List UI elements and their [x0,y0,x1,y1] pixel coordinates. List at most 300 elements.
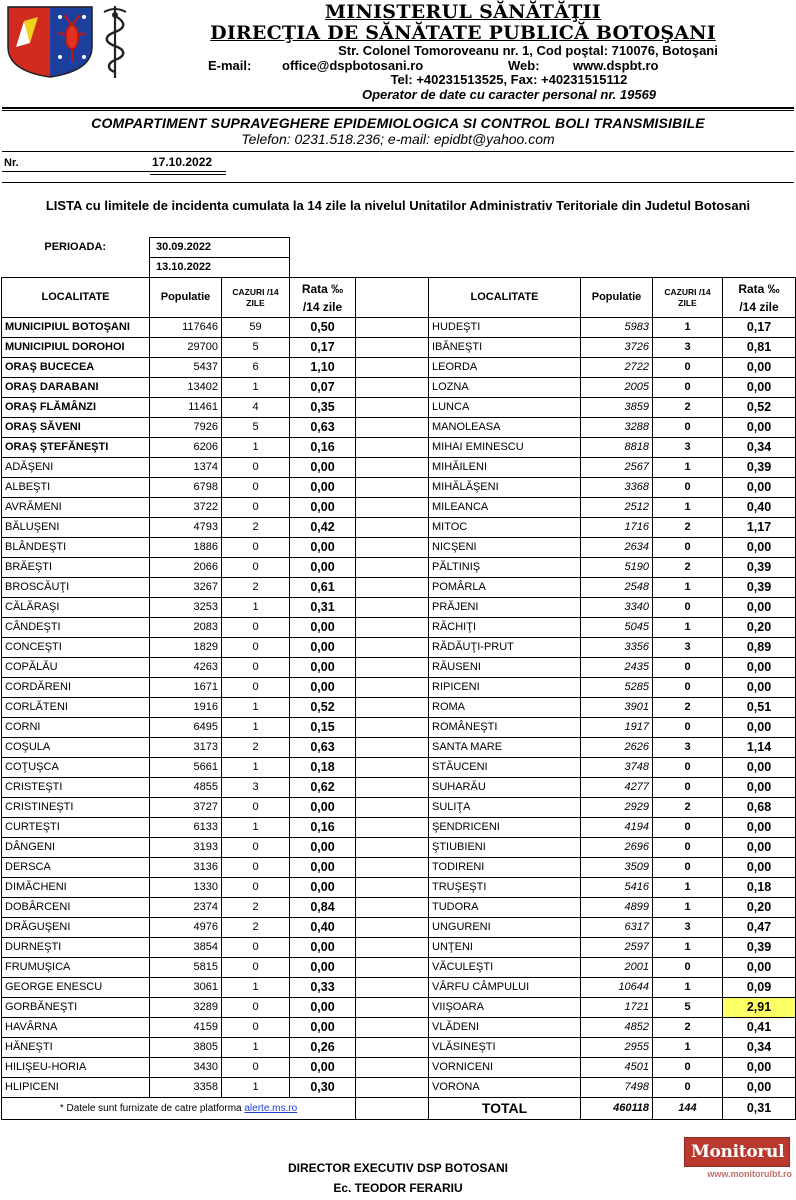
cases: 5 [222,418,290,438]
spacer-cell [356,718,429,738]
population: 3368 [581,478,653,498]
cases: 1 [653,878,723,898]
rate: 0,00 [723,778,796,798]
population: 5045 [581,618,653,638]
table-row [2,478,796,498]
cases: 0 [222,998,290,1018]
header-divider [2,107,794,109]
watermark-url: www.monitorulbt.ro [707,1169,792,1179]
rate: 0,17 [290,338,356,358]
cases: 2 [222,738,290,758]
cases: 0 [222,678,290,698]
source-note: * Datele sunt furnizate de catre platforma alerte.ms.ro [2,1098,356,1120]
rate: 0,30 [290,1078,356,1098]
email-label: E-mail: [208,57,252,73]
rate: 0,15 [290,718,356,738]
rate: 0,00 [723,858,796,878]
locality-name: ADĂŞENI [2,458,150,478]
rate: 0,00 [723,1078,796,1098]
locality-name: CRISTINEŞTI [2,798,150,818]
locality-name: DIMĂCHENI [2,878,150,898]
spacer-cell [356,858,429,878]
spacer-cell [356,658,429,678]
rate: 0,39 [723,458,796,478]
locality-name: ORAŞ SĂVENI [2,418,150,438]
watermark-box [684,1137,790,1167]
period-label: PERIOADA: [44,241,107,253]
population: 3509 [581,858,653,878]
locality-name: CÂNDEŞTI [2,618,150,638]
cases: 0 [222,1058,290,1078]
cases: 3 [653,638,723,658]
locality-name: IBĂNEŞTI [429,338,581,358]
cases: 4 [222,398,290,418]
locality-name: DURNEŞTI [2,938,150,958]
locality-name: SANTA MARE [429,738,581,758]
cases: 2 [222,578,290,598]
rate: 0,00 [290,998,356,1018]
population: 2722 [581,358,653,378]
rate: 0,34 [723,1038,796,1058]
cases: 1 [222,978,290,998]
population: 4855 [150,778,222,798]
date-underline [150,174,226,175]
rate: 0,68 [723,798,796,818]
locality-name: MILEANCA [429,498,581,518]
cases: 1 [222,718,290,738]
spacer-cell [356,338,429,358]
cases: 1 [222,698,290,718]
population: 3253 [150,598,222,618]
population: 2597 [581,938,653,958]
rate: 0,09 [723,978,796,998]
population: 2083 [150,618,222,638]
rate: 0,00 [723,718,796,738]
locality-name: DÂNGENI [2,838,150,858]
locality-name: HĂNEŞTI [2,1038,150,1058]
population: 4976 [150,918,222,938]
locality-name: PRĂJENI [429,598,581,618]
locality-name: TODIRENI [429,858,581,878]
locality-name: VORNICENI [429,1058,581,1078]
locality-name: CĂLĂRAŞI [2,598,150,618]
table-row [2,1038,796,1058]
cases: 0 [653,838,723,858]
nr-divider [2,182,794,183]
spacer-cell [356,518,429,538]
spacer-cell [356,798,429,818]
table-header [2,278,796,318]
rate: 0,63 [290,738,356,758]
rate: 0,00 [290,878,356,898]
letterhead [0,0,796,108]
cases: 1 [653,1038,723,1058]
table-row [2,818,796,838]
rate: 0,20 [723,898,796,918]
locality-name: MUNICIPIUL BOTOŞANI [2,318,150,338]
cases: 5 [222,338,290,358]
locality-name: ŞENDRICENI [429,818,581,838]
rate: 0,52 [723,398,796,418]
rate: 0,00 [723,418,796,438]
rate: 0,39 [723,938,796,958]
spacer-cell [356,558,429,578]
spacer-cell [356,758,429,778]
cases: 0 [653,478,723,498]
watermark [684,1137,792,1179]
locality-name: MANOLEASA [429,418,581,438]
spacer-cell [356,958,429,978]
cases: 0 [222,658,290,678]
rate: 0,42 [290,518,356,538]
spacer-cell [356,778,429,798]
period-to: 13.10.2022 [150,258,290,278]
total-label: TOTAL [429,1098,581,1120]
population: 5416 [581,878,653,898]
population: 6206 [150,438,222,458]
cases: 3 [653,338,723,358]
cases: 1 [222,1078,290,1098]
operator-note: Operator de date cu caracter personal nr. 19569 [361,86,657,102]
locality-name: VĂCULEŞTI [429,958,581,978]
table-row [2,838,796,858]
cases: 0 [222,538,290,558]
cases: 1 [222,378,290,398]
cases: 1 [222,1038,290,1058]
rate: 0,34 [723,438,796,458]
rate: 0,18 [290,758,356,778]
rate: 1,10 [290,358,356,378]
rate: 0,61 [290,578,356,598]
population: 1916 [150,698,222,718]
rate: 0,00 [290,638,356,658]
spacer-cell [356,918,429,938]
ministry-name: MINISTERUL SĂNĂTĂŢII [324,1,602,23]
locality-name: MIHĂLĂŞENI [429,478,581,498]
cases: 1 [222,598,290,618]
locality-name: BLÂNDEŞTI [2,538,150,558]
locality-name: RĂCHIŢI [429,618,581,638]
cases: 0 [653,538,723,558]
locality-name: STĂUCENI [429,758,581,778]
spacer-cell [356,358,429,378]
locality-name: RĂUSENI [429,658,581,678]
table-row [2,878,796,898]
locality-name: ORAŞ DARABANI [2,378,150,398]
table-row [2,458,796,478]
email-value: office@dspbotosani.ro [282,57,424,73]
table-row [2,918,796,938]
rate: 0,07 [290,378,356,398]
cases: 0 [653,378,723,398]
spacer-column [356,278,429,318]
cases: 2 [653,558,723,578]
locality-name: VÂRFU CÂMPULUI [429,978,581,998]
locality-name: ALBEŞTI [2,478,150,498]
population: 2374 [150,898,222,918]
spacer-cell [356,878,429,898]
population: 3340 [581,598,653,618]
population: 3358 [150,1078,222,1098]
population: 4263 [150,658,222,678]
table-row [2,738,796,758]
locality-name: HAVÂRNA [2,1018,150,1038]
population: 3805 [150,1038,222,1058]
population: 2001 [581,958,653,978]
cases: 0 [653,858,723,878]
letterhead-text [130,2,796,102]
locality-name: CORNI [2,718,150,738]
locality-name: AVRĂMENI [2,498,150,518]
rate: 0,00 [290,498,356,518]
locality-name: UNŢENI [429,938,581,958]
signature-title: DIRECTOR EXECUTIV DSP BOTOSANI [287,1161,509,1175]
incidence-table [1,237,796,1120]
phone: Tel: +40231513525, Fax: +40231515112 [390,72,628,87]
spacer-cell [356,618,429,638]
cases: 0 [222,1018,290,1038]
rate: 0,89 [723,638,796,658]
cases: 0 [222,878,290,898]
population: 2435 [581,658,653,678]
rate: 0,26 [290,1038,356,1058]
population: 2955 [581,1038,653,1058]
signature-name: Ec. TEODOR FERARIU [333,1181,463,1195]
locality-name: BĂLUŞENI [2,518,150,538]
cases: 0 [222,798,290,818]
cases: 3 [653,438,723,458]
header-cazuri: CAZURI /14 ZILE [222,278,290,318]
rate: 0,47 [723,918,796,938]
table-row [2,1018,796,1038]
cases: 0 [653,1058,723,1078]
population: 2512 [581,498,653,518]
cases: 2 [653,518,723,538]
total-population: 460118 [581,1098,653,1120]
cases: 2 [653,798,723,818]
rate: 0,00 [290,618,356,638]
population: 117646 [150,318,222,338]
locality-name: VIIŞOARA [429,998,581,1018]
spacer-cell [356,738,429,758]
table-row [2,558,796,578]
population: 7498 [581,1078,653,1098]
locality-name: RIPICENI [429,678,581,698]
nr-underline [2,171,226,172]
spacer-cell [356,438,429,458]
locality-name: ROMA [429,698,581,718]
population: 2696 [581,838,653,858]
table-row [2,898,796,918]
cases: 0 [222,458,290,478]
locality-name: CORDĂRENI [2,678,150,698]
header-rata-right: Rata ‰ /14 zile [723,278,796,318]
rate: 0,84 [290,898,356,918]
cases: 0 [653,778,723,798]
header-localitate-right: LOCALITATE [429,278,581,318]
period-from: 30.09.2022 [150,238,290,258]
rate: 0,00 [723,658,796,678]
rate: 0,62 [290,778,356,798]
spacer-cell [356,318,429,338]
rate: 0,00 [290,678,356,698]
population: 4852 [581,1018,653,1038]
population: 1917 [581,718,653,738]
locality-name: NICŞENI [429,538,581,558]
locality-name: COPĂLĂU [2,658,150,678]
cases: 1 [653,938,723,958]
locality-name: CORLĂTENI [2,698,150,718]
contact-line [130,59,796,74]
spacer-cell [356,458,429,478]
population: 4501 [581,1058,653,1078]
cases: 0 [222,478,290,498]
cases: 0 [653,678,723,698]
locality-name: MUNICIPIUL DOROHOI [2,338,150,358]
web-label: Web: [508,57,540,73]
population: 5437 [150,358,222,378]
cases: 1 [653,618,723,638]
population: 4793 [150,518,222,538]
table-row [2,498,796,518]
population: 3722 [150,498,222,518]
period-row-2 [2,258,796,278]
table-row [2,518,796,538]
header-cazuri-right: CAZURI /14 ZILE [653,278,723,318]
population: 3859 [581,398,653,418]
rate: 0,00 [290,938,356,958]
rate: 0,52 [290,698,356,718]
locality-name: COŞULA [2,738,150,758]
rate: 0,00 [723,958,796,978]
population: 2066 [150,558,222,578]
population: 3061 [150,978,222,998]
population: 6798 [150,478,222,498]
population: 1721 [581,998,653,1018]
locality-name: ORAŞ FLĂMÂNZI [2,398,150,418]
spacer-cell [356,998,429,1018]
population: 5815 [150,958,222,978]
rate: 0,33 [290,978,356,998]
locality-name: ŞTIUBIENI [429,838,581,858]
document-date: 17.10.2022 [152,155,213,169]
rate: 0,16 [290,818,356,838]
cases: 1 [222,818,290,838]
table-row [2,638,796,658]
population: 1829 [150,638,222,658]
department-divider [2,151,794,152]
population: 10644 [581,978,653,998]
cases: 1 [653,898,723,918]
locality-name: VLĂDENI [429,1018,581,1038]
header-populatie: Populatie [150,278,222,318]
locality-name: CRISTEŞTI [2,778,150,798]
total-row [2,1098,796,1120]
table-row [2,778,796,798]
population: 6133 [150,818,222,838]
rate: 0,00 [290,858,356,878]
spacer-cell [356,418,429,438]
rate: 0,35 [290,398,356,418]
total-cases: 144 [653,1098,723,1120]
cases: 1 [653,498,723,518]
population: 6317 [581,918,653,938]
table-row [2,378,796,398]
rate: 0,50 [290,318,356,338]
spacer-cell [356,578,429,598]
locality-name: PĂLTINIŞ [429,558,581,578]
locality-name: BROSCĂUŢI [2,578,150,598]
cases: 0 [653,598,723,618]
rate: 0,00 [723,598,796,618]
caduceus-icon [100,2,130,80]
locality-name: GEORGE ENESCU [2,978,150,998]
cases: 1 [653,578,723,598]
rate: 0,16 [290,438,356,458]
locality-name: COŢUŞCA [2,758,150,778]
rate: 0,00 [723,378,796,398]
population: 3289 [150,998,222,1018]
table-row [2,618,796,638]
population: 1374 [150,458,222,478]
cases: 0 [222,958,290,978]
table-row [2,338,796,358]
locality-name: SUHARĂU [429,778,581,798]
table-row [2,718,796,738]
locality-name: TUDORA [429,898,581,918]
total-rate: 0,31 [723,1098,796,1120]
directorate-name: DIRECŢIA DE SĂNĂTATE PUBLICĂ BOTOŞANI [210,22,716,44]
coat-of-arms-icon [4,3,96,79]
population: 3136 [150,858,222,878]
population: 11461 [150,398,222,418]
spacer-cell [356,378,429,398]
rate: 2,91 [723,998,796,1018]
table-row [2,758,796,778]
rate: 0,00 [290,1018,356,1038]
population: 3854 [150,938,222,958]
spacer-cell [356,838,429,858]
rate: 0,00 [290,958,356,978]
cases: 2 [653,398,723,418]
population: 1716 [581,518,653,538]
cases: 2 [222,518,290,538]
cases: 2 [653,698,723,718]
population: 3726 [581,338,653,358]
spacer-cell [356,1058,429,1078]
locality-name: RĂDĂUŢI-PRUT [429,638,581,658]
cases: 0 [653,818,723,838]
locality-name: DOBÂRCENI [2,898,150,918]
population: 2626 [581,738,653,758]
population: 3288 [581,418,653,438]
table-row [2,438,796,458]
rate: 0,63 [290,418,356,438]
table-row [2,858,796,878]
population: 4159 [150,1018,222,1038]
cases: 0 [653,718,723,738]
cases: 2 [653,1018,723,1038]
rate: 0,00 [723,838,796,858]
locality-name: UNGURENI [429,918,581,938]
rate: 0,51 [723,698,796,718]
spacer-cell [356,678,429,698]
locality-name: LUNCA [429,398,581,418]
table-row [2,578,796,598]
population: 1330 [150,878,222,898]
source-link[interactable]: alerte.ms.ro [244,1103,298,1114]
rate: 0,81 [723,338,796,358]
